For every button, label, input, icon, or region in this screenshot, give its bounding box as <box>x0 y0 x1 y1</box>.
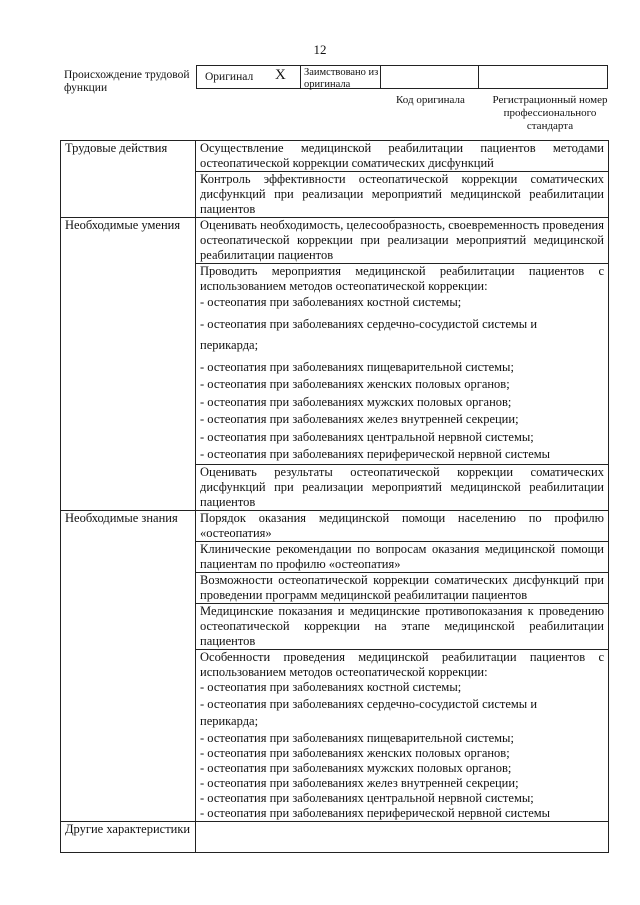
original-cell <box>197 66 301 88</box>
code-original-label: Код оригинала <box>396 94 465 106</box>
knowledge-item: Медицинские показания и медицинские противопоказания к проведению остеопатической коррекции на этапе медицинской реабилитации пациентов <box>196 603 609 649</box>
labor-function-table <box>60 140 609 853</box>
skills-label: Необходимые умения <box>61 218 196 511</box>
origin-box <box>196 65 608 89</box>
knowledge-item: Порядок оказания медицинской помощи населению по профилю «остеопатия» <box>196 510 609 541</box>
list-item: - остеопатия при заболеваниях сердечно-сосудистой системы и <box>200 696 538 711</box>
list-item: - остеопатия при заболеваниях периферической нервной системы <box>200 805 551 820</box>
page-number: 12 <box>313 42 327 57</box>
list-item: - остеопатия при заболеваниях желез внутренней секреции; <box>200 412 519 426</box>
list-item: - остеопатия при заболеваниях сердечно-сосудистой системы и <box>200 316 538 331</box>
list-item: - остеопатия при заболеваниях мужских половых органов; <box>200 760 512 775</box>
knowledge-intro: Особенности проведения медицинской реабилитации пациентов с использованием методов остеопатической коррекции: <box>200 649 604 679</box>
list-item: перикарда; <box>200 338 259 352</box>
action-item: Контроль эффективности остеопатической коррекции соматических дисфункций при реализации мероприятий медицинской реабилитации пациентов <box>196 172 609 218</box>
list-item: перикарда; <box>200 713 259 728</box>
list-item: - остеопатия при заболеваниях женских половых органов; <box>200 745 510 760</box>
reg-number-cell <box>479 66 607 88</box>
knowledge-item: Клинические рекомендации по вопросам оказания медицинской помощи пациентам по профилю «остеопатия» <box>196 541 609 572</box>
knowledge-item: Возможности остеопатической коррекции соматических дисфункций при проведении программ медицинской реабилитации пациентов <box>196 572 609 603</box>
borrowed-cell: Заимствовано из оригинала <box>301 66 381 88</box>
table-row <box>61 141 609 172</box>
list-item: - остеопатия при заболеваниях пищеварительной системы; <box>200 730 514 745</box>
original-mark: X <box>275 67 286 83</box>
list-item: - остеопатия при заболеваниях пищеварительной системы; <box>200 359 514 374</box>
list-item: - остеопатия при заболеваниях мужских половых органов; <box>200 394 512 409</box>
list-item: - остеопатия при заболеваниях периферической нервной системы <box>200 447 551 461</box>
table-row <box>61 821 609 852</box>
list-item: - остеопатия при заболеваниях костной системы; <box>200 679 462 694</box>
table-row <box>61 510 609 541</box>
original-label: Оригинал <box>205 71 254 83</box>
table-row <box>61 218 609 264</box>
code-cell <box>381 66 479 88</box>
list-item: - остеопатия при заболеваниях центральной нервной системы; <box>200 429 534 444</box>
actions-label: Трудовые действия <box>61 141 196 218</box>
skill-item: Оценивать результаты остеопатической коррекции соматических дисфункций при реализации мероприятий медицинской реабилитации пациентов <box>196 464 609 510</box>
other-label: Другие характеристики <box>61 821 196 852</box>
knowledge-label: Необходимые знания <box>61 510 196 821</box>
skill-item: Оценивать необходимость, целесообразность, своевременность проведения остеопатической коррекции при реализации мероприятий медицинской реабилитации пациентов <box>196 218 609 264</box>
action-item: Осуществление медицинской реабилитации пациентов методами остеопатической коррекции соматических дисфункций <box>196 141 609 172</box>
list-item: - остеопатия при заболеваниях костной системы; <box>200 295 462 309</box>
skill-item <box>196 264 609 465</box>
origin-label: Происхождение трудовой функции <box>64 69 190 94</box>
reg-number-label: Регистрационный номер профессионального стандарта <box>492 94 608 132</box>
knowledge-item <box>196 649 609 821</box>
list-item: - остеопатия при заболеваниях женских половых органов; <box>200 377 510 391</box>
list-item: - остеопатия при заболеваниях центральной нервной системы; <box>200 790 534 805</box>
skill-intro: Проводить мероприятия медицинской реабилитации пациентов с использованием методов остеопатической коррекции: <box>200 264 604 293</box>
list-item: - остеопатия при заболеваниях желез внутренней секреции; <box>200 775 519 790</box>
other-value <box>196 821 609 852</box>
